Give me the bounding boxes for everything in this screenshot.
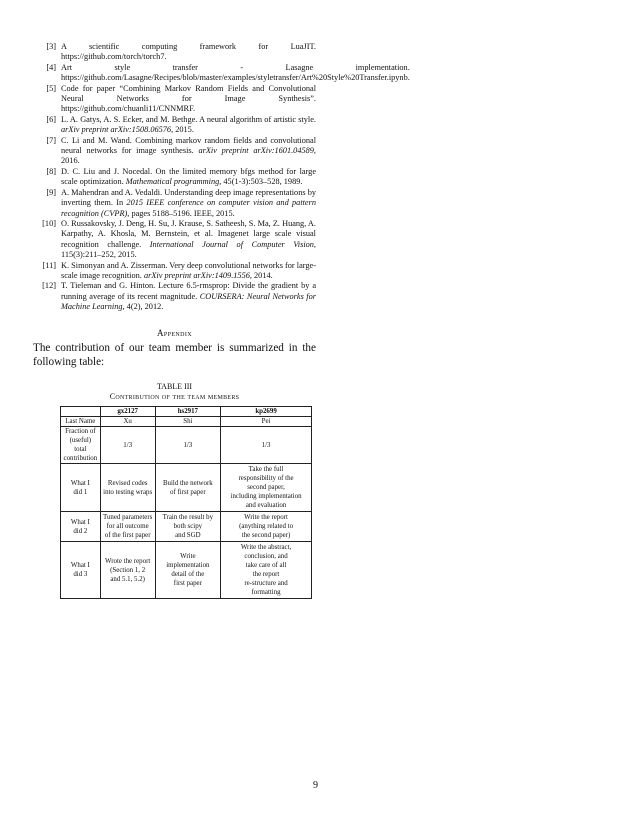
reference-item	[33, 219, 316, 261]
reference-fragment: T. Tieleman and G. Hinton. Lecture 6.5-rmsprop: Divide the gradient by a running average of its recent magnitude.	[61, 281, 316, 301]
reference-number: [3]	[46, 42, 56, 51]
row-label-cell: What I did 3	[61, 542, 101, 599]
reference-number: [7]	[46, 135, 56, 145]
row-label-cell: Fraction of (useful) total contribution	[61, 427, 101, 464]
reference-fragment: , 115(3):211–252, 2015.	[61, 239, 316, 260]
reference-number: [10]	[42, 218, 56, 228]
reference-item	[33, 188, 316, 219]
reference-number: [11]	[42, 260, 56, 270]
table-cell: Train the result by both scipy and SGD	[155, 512, 221, 542]
table-cell: 1/3	[155, 427, 221, 464]
reference-fragment: , 2015.	[171, 125, 194, 135]
reference-text	[61, 136, 316, 167]
reference-text	[61, 63, 410, 84]
page-number: 9	[313, 780, 318, 791]
table-cell: 1/3	[100, 427, 155, 464]
reference-text	[61, 167, 316, 188]
reference-fragment: Code for paper “Combining Markov Random Fields and Convolutional Neural Networks for Image Synthesis”. https://github.com/chuanli11/CNNMRF.	[61, 83, 316, 114]
reference-item	[33, 136, 316, 167]
reference-fragment: , pages 5188–5196. IEEE, 2015.	[127, 208, 235, 218]
reference-venue: arXiv preprint arXiv:1601.04589	[198, 146, 314, 156]
table-cell: Write the abstract, conclusion, and take care of all the report re-structure and formatting	[221, 542, 312, 599]
table-cell: Pei	[221, 417, 312, 427]
reference-text	[61, 42, 316, 63]
row-label-cell: Last Name	[61, 417, 101, 427]
table-header-cell	[61, 407, 101, 417]
row-label-cell: What I did 2	[61, 512, 101, 542]
table-row	[61, 464, 312, 512]
reference-fragment: , 4(2), 2012.	[122, 302, 164, 312]
reference-venue: Mathematical programming	[125, 177, 220, 187]
appendix-heading: Appendix	[156, 328, 193, 338]
reference-text	[61, 188, 316, 219]
table-cell: Tuned parameters for all outcome of the first paper	[100, 512, 155, 542]
reference-item	[33, 261, 316, 282]
table-cell: Take the full responsibility of the second paper, including implementation and evaluation	[221, 464, 312, 512]
table-label: TABLE III	[156, 382, 193, 391]
reference-number: [12]	[42, 281, 56, 291]
reference-number: [8]	[46, 166, 56, 176]
table-header-cell: hs2917	[155, 407, 221, 417]
table-header-cell: kp2699	[221, 407, 312, 417]
reference-venue: arXiv preprint arXiv:1409.1556	[143, 270, 250, 280]
reference-text	[61, 219, 316, 261]
reference-fragment: K. Simonyan and A. Zisserman. Very deep convolutional networks for large-scale image recognition.	[61, 260, 316, 280]
table-cell: 1/3	[221, 427, 312, 464]
reference-venue: arXiv preprint arXiv:1508.06576	[61, 125, 172, 135]
reference-fragment: O. Russakovsky, J. Deng, H. Su, J. Krause, S. Satheesh, S. Ma, Z. Huang, A. Karpathy, A. Khosla, M. Bernstein, et al. Imagenet large scale visual recognition challenge.	[61, 218, 316, 249]
appendix-paragraph: The contribution of our team member is summarized in the following table:	[33, 342, 316, 368]
table-title: Contribution of the team members	[109, 392, 240, 401]
table-cell: Xu	[100, 417, 155, 427]
table-cell: Revised codes into testing wraps	[100, 464, 155, 512]
reference-fragment: Art style transfer - Lasagne implementation. https://github.com/Lasagne/Recipes/blob/master/examples/styletransfer/Art%20Style%20Transfer.ipynb.	[61, 62, 410, 83]
table-cell: Build the network of first paper	[155, 464, 221, 512]
reference-number: [4]	[46, 62, 56, 72]
reference-fragment: L. A. Gatys, A. S. Ecker, and M. Bethge. A neural algorithm of artistic style.	[61, 114, 316, 124]
reference-fragment: , 45(1-3):503–528, 1989.	[219, 177, 303, 187]
table-cell: Write implementation detail of the first paper	[155, 542, 221, 599]
reference-item	[33, 62, 410, 84]
reference-fragment: A. Mahendran and A. Vedaldi. Understanding deep image representations by inverting them. In	[61, 187, 316, 208]
reference-venue: 2015 IEEE conference on computer vision and pattern recognition (CVPR)	[61, 198, 316, 218]
table-row	[61, 512, 312, 542]
table-caption	[33, 382, 316, 402]
reference-item	[33, 281, 316, 312]
table-row	[61, 542, 312, 599]
contribution-table	[60, 406, 312, 599]
table-cell: Wrote the report (Section 1, 2 and 5.1, 5.2)	[100, 542, 155, 599]
reference-number: [6]	[46, 114, 56, 124]
reference-item	[33, 115, 316, 136]
reference-text	[61, 281, 316, 312]
reference-text	[61, 115, 316, 136]
reference-fragment: A scientific computing framework for LuaJIT. https://github.com/torch/torch7.	[61, 42, 316, 62]
table-cell: Shi	[155, 417, 221, 427]
reference-venue: International Journal of Computer Vision	[149, 239, 314, 249]
table-cell: Write the report (anything related to the second paper)	[221, 512, 312, 542]
reference-fragment: , 2014.	[249, 270, 273, 280]
reference-text	[61, 84, 316, 115]
reference-item	[33, 167, 316, 188]
table-header-cell: gx2127	[100, 407, 155, 417]
reference-number: [5]	[46, 83, 56, 93]
reference-fragment: C. Li and M. Wand. Combining markov random fields and convolutional neural networks for image synthesis.	[61, 135, 316, 156]
reference-fragment: D. C. Liu and J. Nocedal. On the limited memory bfgs method for large scale optimization.	[61, 166, 316, 187]
reference-item	[33, 42, 316, 63]
reference-venue: COURSERA: Neural Networks for Machine Learning	[61, 291, 316, 312]
row-label-cell: What I did 1	[61, 464, 101, 512]
table-body	[61, 417, 312, 599]
reference-text	[61, 261, 316, 282]
reference-number: [9]	[46, 187, 56, 197]
table-row	[61, 427, 312, 464]
table-row	[61, 417, 312, 427]
table-header-row	[61, 407, 312, 417]
reference-item	[33, 84, 316, 115]
reference-fragment: , 2016.	[61, 146, 316, 166]
reference-list	[33, 42, 410, 313]
